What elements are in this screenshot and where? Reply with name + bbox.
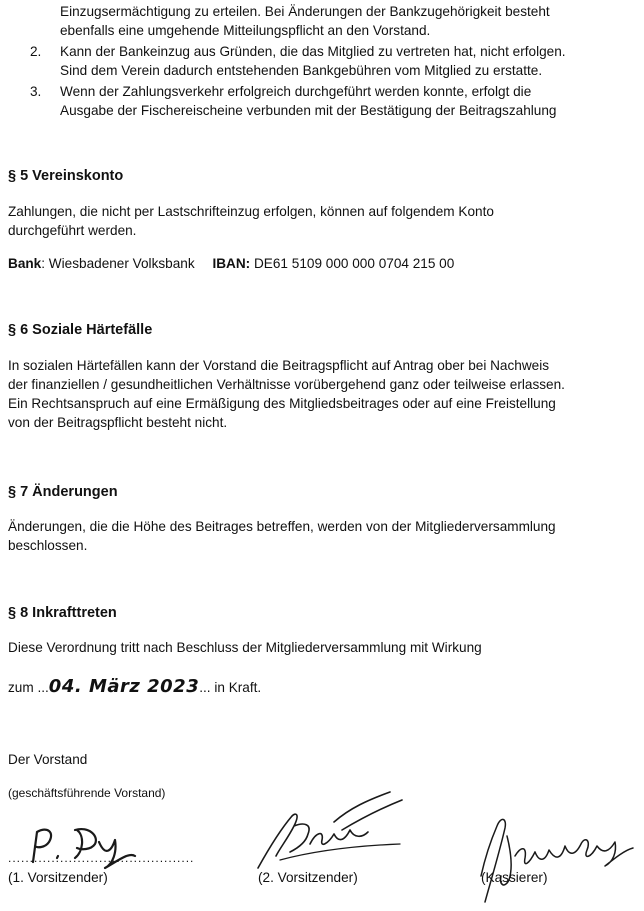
list-item-3-line-1: Wenn der Zahlungsverkehr erfolgreich durchgeführt werden konnte, erfolgt die	[60, 84, 532, 99]
section-7-heading: § 7 Änderungen	[8, 484, 118, 500]
board-note: (geschäftsführende Vorstand)	[8, 786, 166, 800]
section-6-heading: § 6 Soziale Härtefälle	[8, 322, 153, 338]
section-6-line-3: Ein Rechtsanspruch auf eine Ermäßigung des Mitgliedsbeitrages oder auf eine Freistellung	[8, 396, 556, 411]
list-number: 2.	[30, 44, 42, 59]
section-5-heading: § 5 Vereinskonto	[8, 168, 124, 184]
board-title: Der Vorstand	[8, 752, 88, 767]
handwritten-date: 04. März 2023	[48, 676, 200, 697]
section-5-paragraph	[8, 202, 638, 240]
iban-label: IBAN:	[212, 256, 251, 271]
list-item-2-line-1: Kann der Bankeinzug aus Gründen, die das Mitglied zu vertreten hat, nicht erfolgen.	[60, 44, 566, 59]
section-6-paragraph	[8, 356, 644, 432]
section-7-line-1: Änderungen, die die Höhe des Beitrages betreffen, werden von der Mitgliederversammlung	[8, 519, 556, 534]
signature-1-dots: ...........................................	[8, 851, 195, 865]
section-5-line-2: durchgeführt werden.	[8, 223, 137, 238]
signature-3-icon	[455, 806, 635, 906]
list-number: 3.	[30, 84, 42, 99]
date-prefix: zum ...	[8, 680, 49, 695]
signature-1-role: (1. Vorsitzender)	[8, 870, 108, 885]
section-8-line: Diese Verordnung tritt nach Beschluss der Mitgliederversammlung mit Wirkung	[8, 640, 482, 655]
section-8-heading: § 8 Inkrafttreten	[8, 605, 117, 621]
effective-date-line	[8, 677, 408, 697]
list-item-2-line-2: Sind dem Verein dadurch entstehenden Bankgebühren vom Mitglied zu erstatte.	[60, 63, 543, 78]
section-6-line-4: von der Beitragspflicht besteht nicht.	[8, 415, 228, 430]
bank-details	[8, 254, 638, 273]
section-6-line-2: der finanziellen / gesundheitlichen Verhältnisse vorübergehend ganz oder teilweise erlassen.	[8, 377, 565, 392]
signature-3-role: (Kassierer)	[481, 870, 548, 885]
section-7-paragraph	[8, 517, 644, 555]
bank-name: : Wiesbadener Volksbank	[41, 256, 195, 271]
signature-2-role: (2. Vorsitzender)	[258, 870, 358, 885]
bank-label: Bank	[8, 256, 42, 271]
section-6-line-1: In sozialen Härtefällen kann der Vorstand die Beitragspflicht auf Antrag ober bei Nachweis	[8, 358, 550, 373]
section-5-line-1: Zahlungen, die nicht per Lastschrifteinzug erfolgen, können auf folgendem Konto	[8, 204, 494, 219]
intro-line-2: ebenfalls eine umgehende Mitteilungspflicht an den Vorstand.	[60, 23, 431, 38]
intro-line-1: Einzugsermächtigung zu erteilen. Bei Änderungen der Bankzugehörigkeit besteht	[60, 4, 550, 19]
intro-paragraph	[60, 2, 640, 40]
iban-value: DE61 5109 000 000 0704 215 00	[253, 256, 455, 271]
signature-2-icon	[250, 786, 410, 876]
list-item-3-line-2: Ausgabe der Fischereischeine verbunden mit der Bestätigung der Beitragszahlung	[60, 103, 557, 118]
date-suffix: ... in Kraft.	[199, 680, 262, 695]
section-7-line-2: beschlossen.	[8, 538, 88, 553]
